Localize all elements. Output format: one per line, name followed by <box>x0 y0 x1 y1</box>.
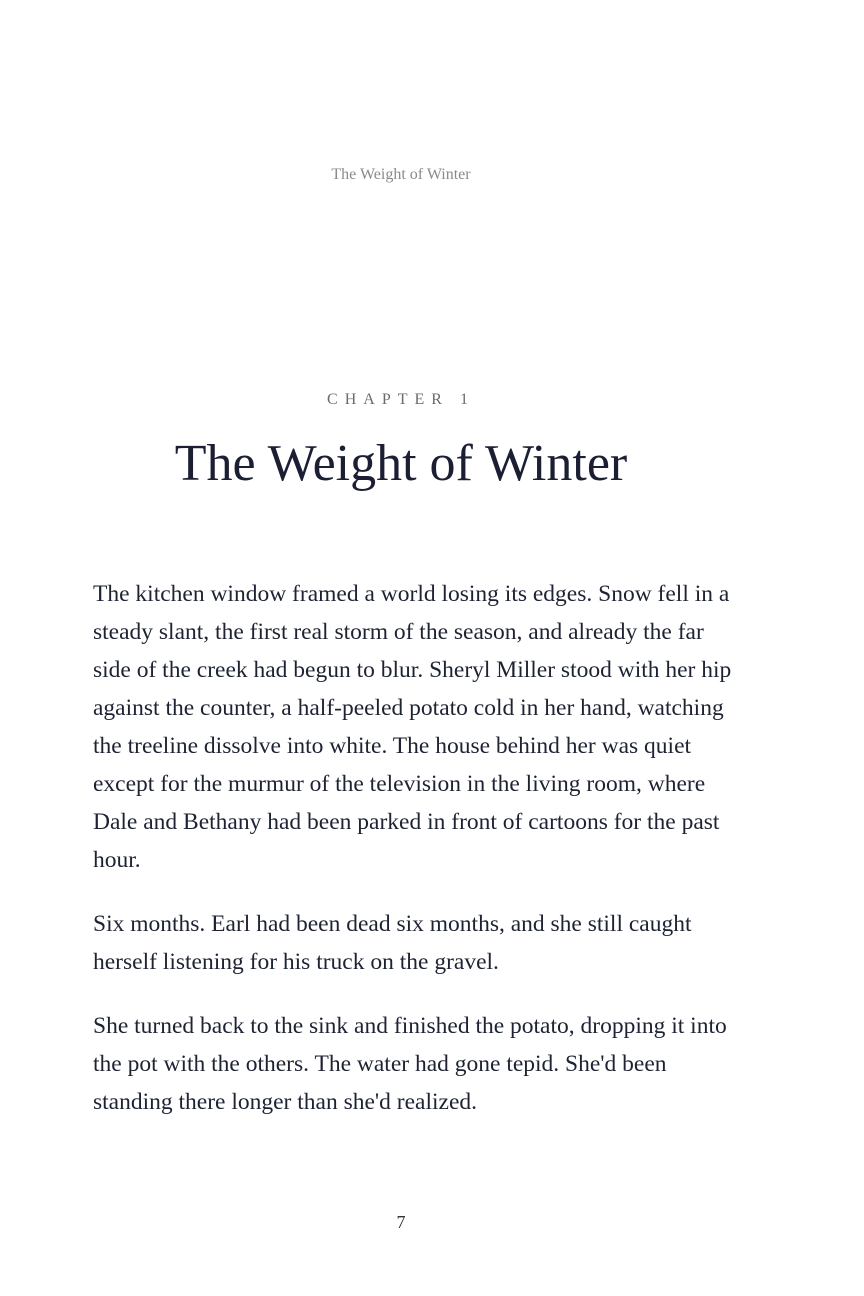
paragraph: She turned back to the sink and finished the potato, dropping it into the pot with the others. The water had gone tepid. She'd been standing there longer than she'd realized. <box>93 1013 727 1115</box>
paragraph: Six months. Earl had been dead six months, and she still caught herself listening for his truck on the gravel. <box>93 911 692 975</box>
paragraph: The kitchen window framed a world losing its edges. Snow fell in a steady slant, the first real storm of the season, and already the far side of the creek had begun to blur. Sheryl Miller stood with her hip against the counter, a half-peeled potato cold in her hand, watching the treeline dissolve into white. The house behind her was quiet except for the murmur of the television in the living room, where Dale and Bethany had been parked in front of cartoons for the past hour. <box>93 581 732 873</box>
body-text <box>93 575 733 1147</box>
chapter-title: The Weight of Winter <box>174 435 628 492</box>
running-header: The Weight of Winter <box>331 166 471 183</box>
page-number: 7 <box>396 1212 406 1232</box>
chapter-label: CHAPTER 1 <box>327 391 475 408</box>
